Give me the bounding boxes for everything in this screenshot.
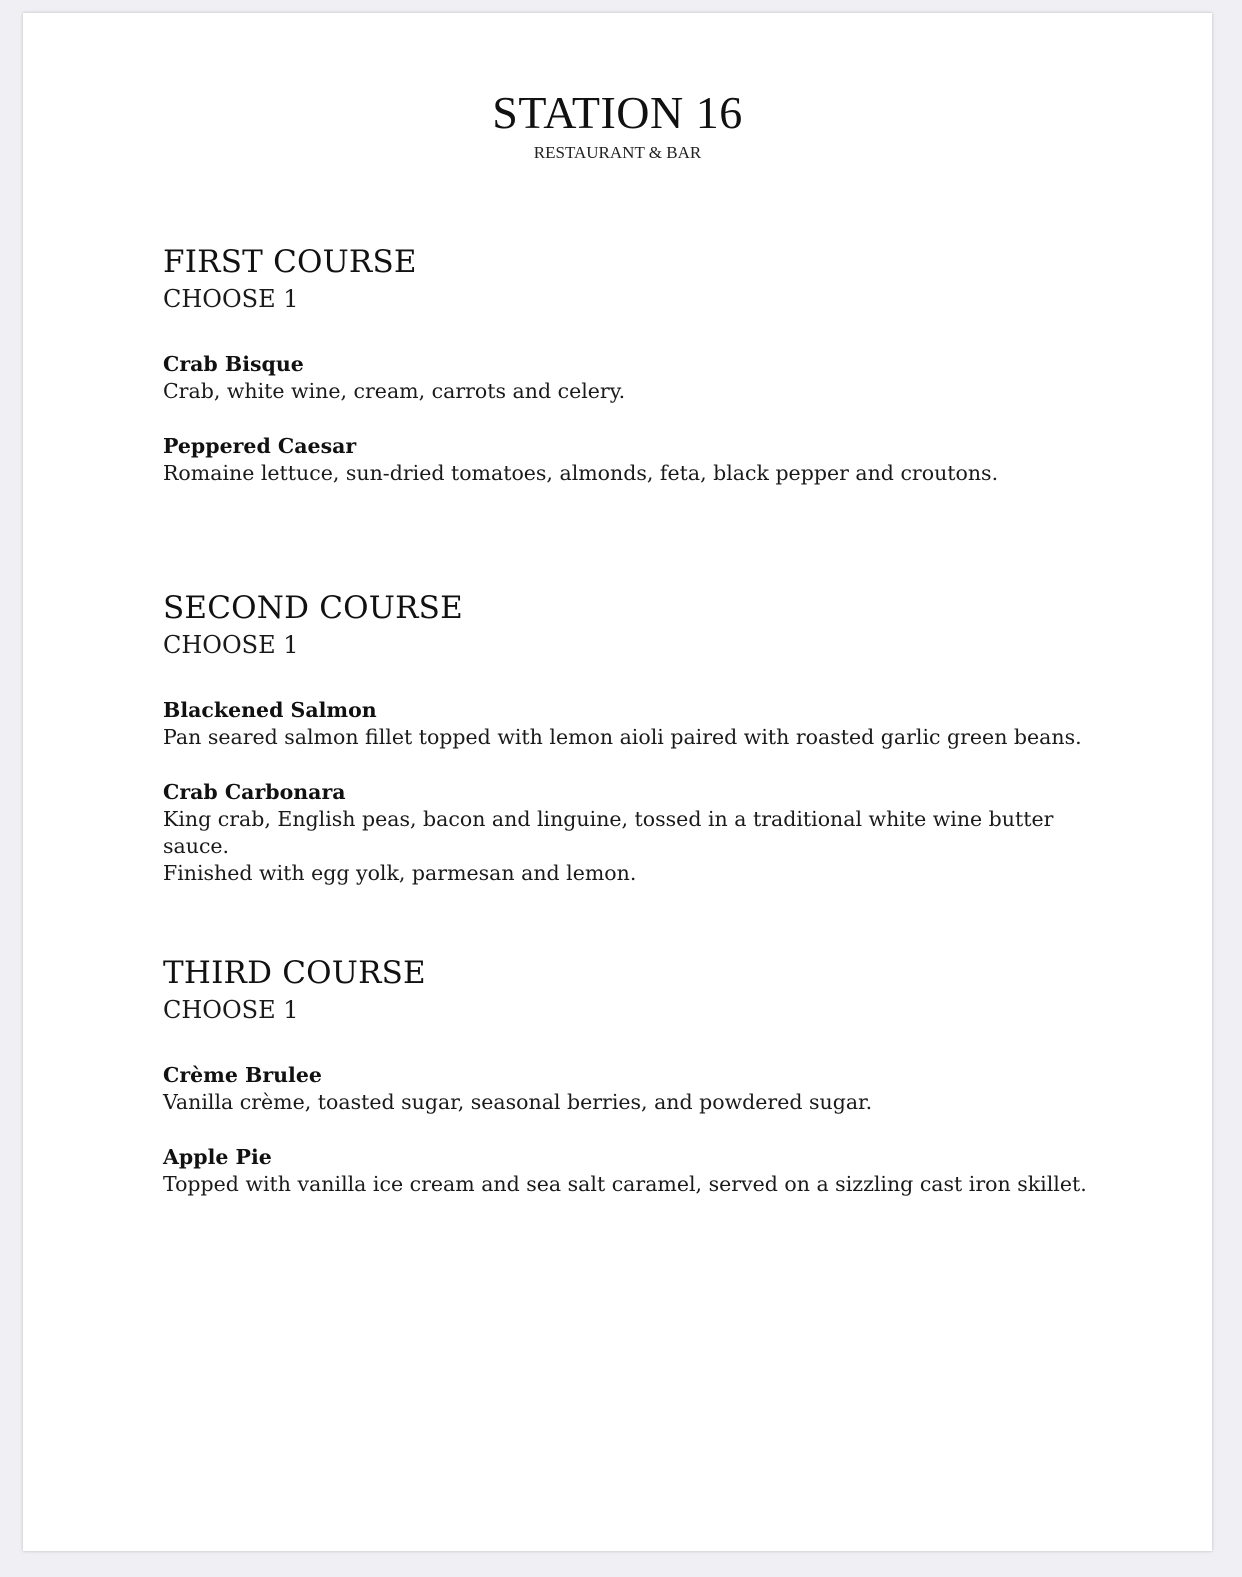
dish-item (163, 779, 1123, 887)
dish-list (163, 697, 1123, 887)
dish-description: Crab, white wine, cream, carrots and celery. (163, 379, 626, 403)
dish-description: King crab, English peas, bacon and linguine, tossed in a traditional white wine butter sauce. (163, 807, 1054, 858)
course-first (163, 243, 1123, 515)
masthead (23, 89, 1212, 163)
menu-page (23, 13, 1212, 1551)
dish-list (163, 1062, 1123, 1198)
dish-name: Apple Pie (163, 1145, 272, 1169)
dish-description: Topped with vanilla ice cream and sea salt caramel, served on a sizzling cast iron skillet. (163, 1172, 1087, 1196)
dish-item (163, 1062, 1123, 1116)
dish-name: Peppered Caesar (163, 434, 357, 458)
dish-name: Crab Bisque (163, 352, 304, 376)
dish-item (163, 433, 1123, 487)
dish-item (163, 351, 1123, 405)
course-title: THIRD COURSE (163, 955, 426, 991)
course-second (163, 589, 1123, 915)
dish-description: Pan seared salmon fillet topped with lemon aioli paired with roasted garlic green beans. (163, 725, 1082, 749)
dish-description: Vanilla crème, toasted sugar, seasonal berries, and powdered sugar. (163, 1090, 873, 1114)
dish-name: Crab Carbonara (163, 780, 346, 804)
dish-item (163, 697, 1123, 751)
dish-description-continued: Finished with egg yolk, parmesan and lemon. (163, 861, 637, 885)
course-choose-note: CHOOSE 1 (163, 631, 299, 659)
restaurant-name: STATION 16 (492, 87, 743, 138)
dish-name: Blackened Salmon (163, 698, 377, 722)
dish-list (163, 351, 1123, 487)
restaurant-subtitle: RESTAURANT & BAR (533, 143, 702, 162)
dish-description: Romaine lettuce, sun-dried tomatoes, almonds, feta, black pepper and croutons. (163, 461, 999, 485)
course-choose-note: CHOOSE 1 (163, 996, 299, 1024)
dish-name: Crème Brulee (163, 1063, 322, 1087)
course-choose-note: CHOOSE 1 (163, 285, 299, 313)
course-title: FIRST COURSE (163, 244, 417, 280)
dish-item (163, 1144, 1123, 1198)
course-title: SECOND COURSE (163, 590, 463, 626)
course-third (163, 954, 1123, 1226)
